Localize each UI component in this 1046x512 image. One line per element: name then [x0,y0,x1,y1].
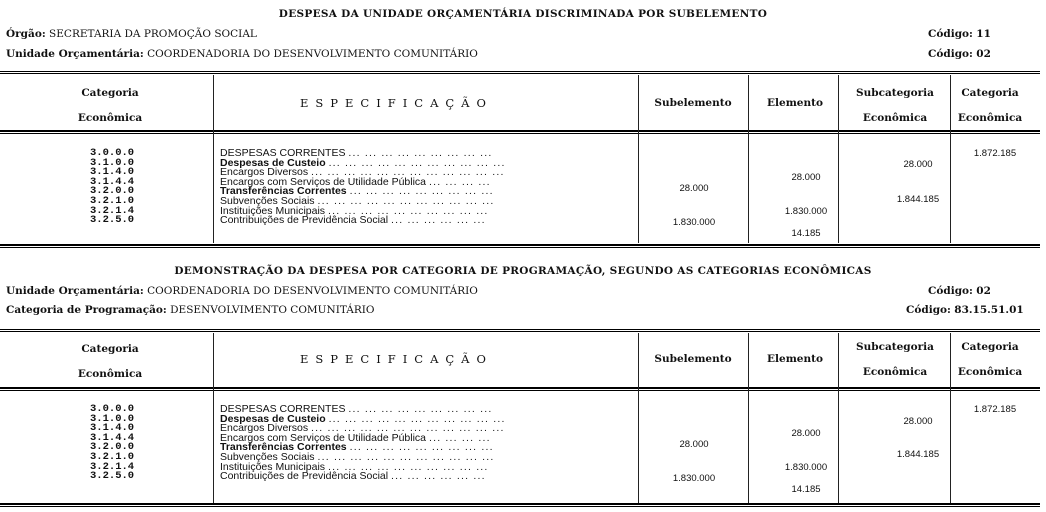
header-subcategoria-2 [845,341,945,391]
value-elemento-3210: 1.830.000 [784,462,828,473]
spec-text: Subvenções Sociais [220,194,315,207]
categoria-programacao-label: Categoria de Programação: [6,304,167,316]
unidade-line-2 [6,285,478,297]
value-elemento-3140: 28.000 [791,172,821,183]
code-cell: 3.2.1.0 [90,194,135,207]
unidade-code-1 [928,48,991,60]
rule [0,130,1040,134]
code-cell: 3.2.5.0 [90,470,135,483]
header-subelemento-1: Subelemento [654,97,732,109]
rule [0,71,1040,74]
header-text: Econômica [862,112,928,124]
spec-column-1 [220,149,506,226]
column-rule [213,75,214,243]
header-text: Categoria [961,341,1019,353]
spec-column-2 [220,405,506,482]
rule [0,329,1040,332]
unidade-label-1: Unidade Orçamentária: [6,48,144,60]
code-cell: 3.2.1.0 [90,450,135,463]
value-subcategoria-3200: 1.844.185 [896,194,940,205]
code-cell: 3.1.0.0 [90,156,135,169]
code-cell: 3.2.1.4 [90,204,135,217]
rule [0,244,1040,248]
header-elemento-1: Elemento [767,97,823,109]
header-text: Subcategoria [856,87,934,99]
header-text: Categoria [961,87,1019,99]
column-rule [838,75,839,243]
spec-text: Despesas de Custeio [220,156,326,169]
value-subelemento-3144: 28.000 [679,183,709,194]
header-subelemento-2: Subelemento [654,353,732,365]
unidade-code-label-1: Código: [928,48,973,60]
spec-text: Instituições Municipais [220,460,326,473]
leader-dots: ... ... ... ... ... ... ... ... ... ... ... ... [311,422,505,435]
spec-text: DESPESAS CORRENTES [220,403,346,415]
value-subcategoria-3200: 1.844.185 [896,449,940,460]
leader-dots: ... ... ... ... ... ... ... ... ... ... ... [317,194,495,207]
leader-dots: ... ... ... ... ... ... [391,214,486,227]
orgao-label: Órgão: [6,28,46,40]
spec-text: Instituições Municipais [220,204,326,217]
value-elemento-3210: 1.830.000 [784,206,828,217]
unidade-line-1 [6,48,478,60]
value-elemento-3140: 28.000 [791,428,821,439]
column-rule [213,333,214,503]
leader-dots: ... ... ... ... ... ... ... ... ... ... [327,204,489,217]
unidade-code-2 [928,285,991,297]
column-rule [638,75,639,243]
leader-dots: ... ... ... ... ... ... ... ... ... [349,185,494,198]
code-cell: 3.2.5.0 [90,214,135,227]
unidade-label-2: Unidade Orçamentária: [6,285,144,297]
unidade-value-2: COORDENADORIA DO DESENVOLVIMENTO COMUNITÁRIO [147,285,478,297]
value-elemento-3250: 14.185 [791,484,821,495]
orgao-code [928,28,991,40]
orgao-code-value: 11 [976,28,991,40]
spec-text: Subvenções Sociais [220,450,315,463]
spec-text: Encargos com Serviços de Utilidade Pública [220,175,427,188]
leader-dots: ... ... ... ... ... ... ... ... ... ... ... ... [311,166,505,179]
header-text: Categoria [81,343,139,355]
unidade-value-1: COORDENADORIA DO DESENVOLVIMENTO COMUNITÁRIO [147,48,478,60]
codes-column-2 [90,405,134,482]
header-text: Econômica [957,366,1023,378]
spec-text: Transferências Correntes [220,185,347,198]
value-subelemento-3214: 1.830.000 [672,473,716,484]
orgao-value: SECRETARIA DA PROMOÇÃO SOCIAL [49,28,257,40]
categoria-code-value: 83.15.51.01 [954,304,1024,316]
spec-text: Encargos Diversos [220,166,309,179]
codes-column-1 [90,149,134,226]
header-elemento-2: Elemento [767,353,823,365]
header-text: Categoria [81,87,139,99]
orgao-line [6,28,257,40]
spec-text: Contribuições de Previdência Social [220,470,389,483]
code-cell: 3.1.0.0 [90,412,135,425]
unidade-code-label-2: Código: [928,285,973,297]
code-cell: 3.2.0.0 [90,441,135,454]
spec-cell [220,216,506,226]
spec-text: Contribuições de Previdência Social [220,214,389,227]
value-elemento-3250: 14.185 [791,228,821,239]
header-especificacao-1: ESPECIFICAÇÃO [300,96,493,110]
code-cell: 3.0.0.0 [90,147,135,159]
header-categoria-2 [955,341,1025,391]
unidade-code-value-1: 02 [976,48,991,60]
leader-dots: ... ... ... ... ... ... ... ... ... [348,403,493,415]
rule [0,503,1040,507]
spec-text: Despesas de Custeio [220,412,326,425]
column-rule [638,333,639,503]
code-cell: 3.1.4.0 [90,422,135,435]
code-cell: 3.1.4.0 [90,166,135,179]
code-cell: 3.1.4.4 [90,431,135,444]
code-cell: 3.2.1.4 [90,460,135,473]
leader-dots: ... ... ... ... ... ... ... ... ... ... ... [328,156,506,169]
value-subcategoria-3100: 28.000 [903,416,933,427]
unidade-code-value-2: 02 [976,285,991,297]
leader-dots: ... ... ... ... ... ... ... ... ... ... ... [317,450,495,463]
categoria-programacao-code [906,304,1024,316]
column-rule [838,333,839,503]
rule [0,387,1040,391]
column-rule [748,333,749,503]
spec-cell [220,472,506,482]
code-cell: 3.1.4.4 [90,175,135,188]
spec-text: DESPESAS CORRENTES [220,147,346,159]
leader-dots: ... ... ... ... ... ... ... ... ... ... ... [328,412,506,425]
value-categoria-3000: 1.872.185 [973,404,1017,415]
header-text: Subcategoria [856,341,934,353]
leader-dots: ... ... ... ... ... ... ... ... ... [349,441,494,454]
code-cell: 3.0.0.0 [90,403,135,415]
categoria-programacao-value: DESENVOLVIMENTO COMUNITÁRIO [170,304,375,316]
value-subcategoria-3100: 28.000 [903,159,933,170]
leader-dots: ... ... ... ... ... ... [391,470,486,483]
orgao-code-label: Código: [928,28,973,40]
spec-text: Transferências Correntes [220,441,347,454]
header-especificacao-2: ESPECIFICAÇÃO [300,352,493,366]
leader-dots: ... ... ... ... [428,431,491,444]
value-subelemento-3144: 28.000 [679,439,709,450]
leader-dots: ... ... ... ... ... ... ... ... ... [348,147,493,159]
spec-text: Encargos Diversos [220,422,309,435]
doc1-title: DESPESA DA UNIDADE ORÇAMENTÁRIA DISCRIMINADA POR SUBELEMENTO [278,8,768,20]
header-text: Econômica [77,368,143,380]
categoria-programacao-line [6,304,375,316]
header-text: Econômica [77,112,143,124]
spec-text: Encargos com Serviços de Utilidade Pública [220,431,427,444]
value-categoria-3000: 1.872.185 [973,148,1017,159]
header-text: Econômica [862,366,928,378]
leader-dots: ... ... ... ... ... ... ... ... ... ... [327,460,489,473]
value-subelemento-3214: 1.830.000 [672,217,716,228]
code-cell: 3.2.0.0 [90,185,135,198]
categoria-code-label: Código: [906,304,951,316]
header-text: Econômica [957,112,1023,124]
header-categoria-economica-2 [60,343,160,393]
leader-dots: ... ... ... ... [428,175,491,188]
doc2-title: DEMONSTRAÇÃO DA DESPESA POR CATEGORIA DE PROGRAMAÇÃO, SEGUNDO AS CATEGORIAS ECONÔMICAS [174,265,872,277]
column-rule [748,75,749,243]
